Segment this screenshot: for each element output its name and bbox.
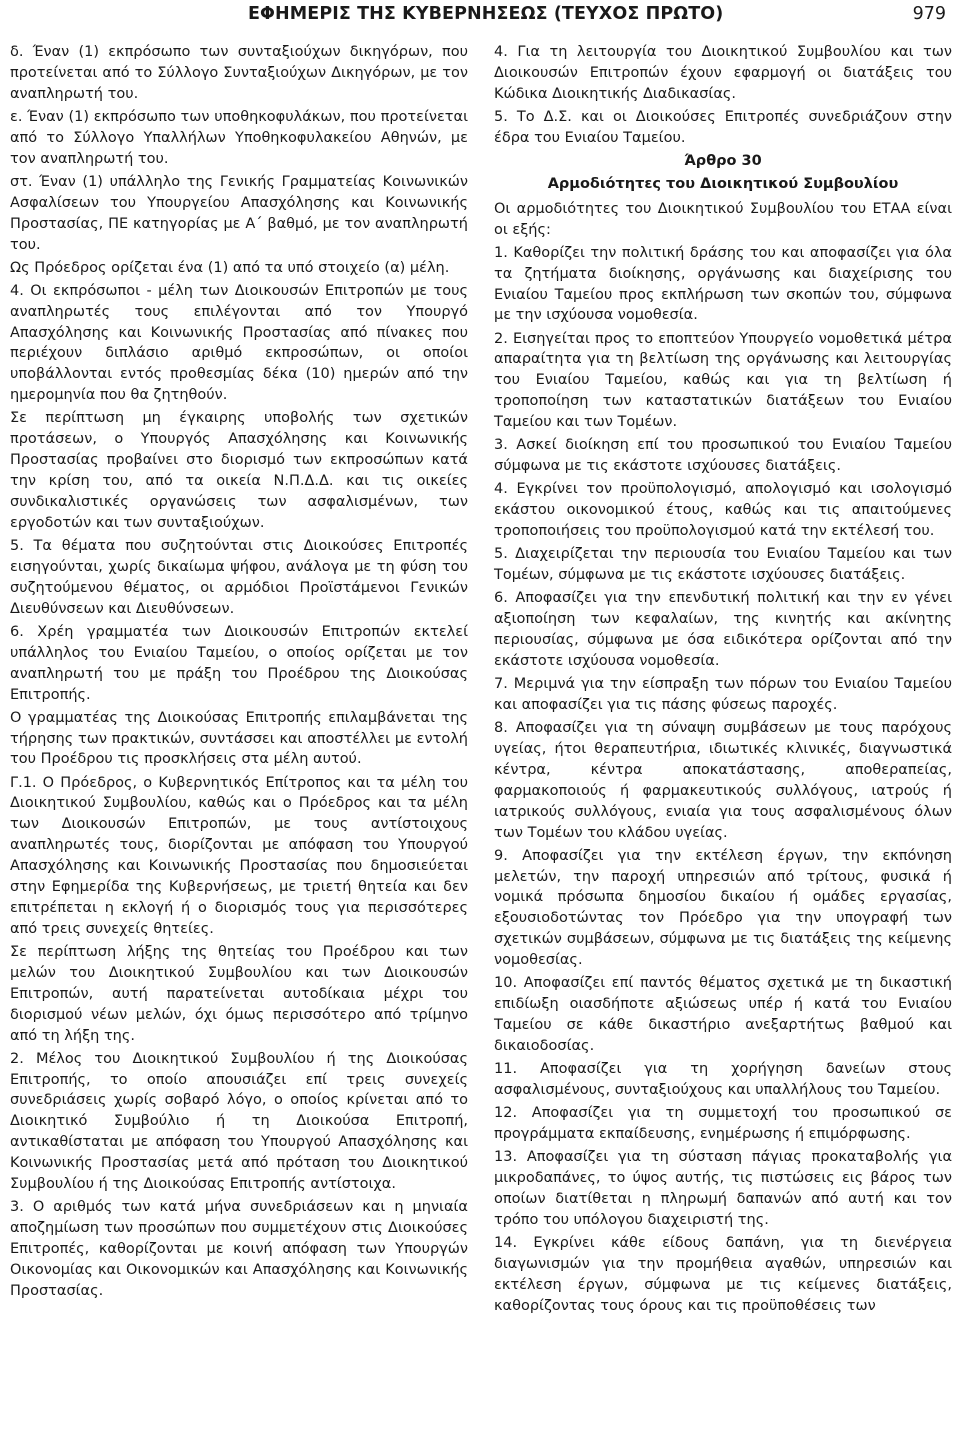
paragraph: 14. Εγκρίνει κάθε είδους δαπάνη, για τη διενέργεια διαγωνισμών για την προμήθεια αγαθών, υπηρεσιών και εκτέλεση έργων, σύμφωνα με τις κείμενες διατάξεις, καθορίζοντας τους όρους και τις προϋποθέσεις των xyxy=(494,1234,952,1314)
paragraph: 3. Ασκεί διοίκηση επί του προσωπικού του Ενιαίου Ταμείου σύμφωνα με τις εκάστοτε ισχύουσες διατάξεις. xyxy=(494,437,952,475)
paragraph: στ. Έναν (1) υπάλληλο της Γενικής Γραμματείας Κοινωνικών Ασφαλίσεων του Υπουργείου Απασχόλησης και Κοινωνικής Προστασίας, ΠΕ κατηγορίας με Α΄ βαθμό, με τον αναπληρωτή του. xyxy=(10,173,468,253)
paragraph: 4. Για τη λειτουργία του Διοικητικού Συμβουλίου και των Διοικουσών Επιτροπών έχουν εφαρμογή οι διατάξεις του Κώδικα Διοικητικής Διαδικασίας. xyxy=(494,44,952,102)
paragraph: ε. Έναν (1) εκπρόσωπο των υποθηκοφυλάκων, που προτείνεται από το Σύλλογο Υπαλλήλων Υποθηκοφυλακείου Αθηνών, με τον αναπληρωτή του. xyxy=(10,108,468,167)
paragraph: 13. Αποφασίζει για τη σύσταση πάγιας προκαταβολής για μικροδαπάνες, το ύψος αυτής, τις πιστώσεις εις βάρος των οποίων διατίθεται η πληρωμή δαπανών από αυτή και τον τρόπο του υπόλογου διαχειριστή της. xyxy=(494,1149,952,1228)
paragraph: 2. Εισηγείται προς το εποπτεύον Υπουργείο νομοθετικά μέτρα απαραίτητα για τη βελτίωση της οργάνωσης και λειτουργίας του Ενιαίου Ταμείου, καθώς και για τη βελτίωση ή τροποποίηση των καταστατικών διατάξεων του Ενιαίου Ταμείου και των Τομέων. xyxy=(494,330,952,431)
paragraph: Ο γραμματέας της Διοικούσας Επιτροπής επιλαμβάνεται της τήρησης των πρακτικών, συντάσσει και αποστέλλει με εντολή του Προέδρου τις προσκλήσεις στα μέλη αυτού. xyxy=(10,709,468,768)
paragraph: 1. Καθορίζει την πολιτική δράσης του και αποφασίζει για όλα τα ζητήματα διοίκησης, οργάνωσης και διαχείρισης του Ενιαίου Ταμείου προς εκπλήρωση των σκοπών του, σύμφωνα με την ισχύουσα νομοθεσία. xyxy=(494,244,952,324)
article-title: Αρμοδιότητες του Διοικητικού Συμβουλίου xyxy=(547,175,899,192)
paragraph: Σε περίπτωση μη έγκαιρης υποβολής των σχετικών προτάσεων, ο Υπουργός Απασχόλησης και Κοινωνικής Προστασίας προβαίνει στο διορισμό των εκπροσώπων κατά την κρίση του, από τα οικεία Ν.Π.Δ.Δ. και τις οικείες συνδικαλιστικές οργανώσεις των ασφαλισμένων, των εργοδοτών και των συνταξιούχων. xyxy=(10,410,468,531)
page-number: 979 xyxy=(912,4,946,24)
paragraph: 3. Ο αριθμός των κατά μήνα συνεδριάσεων και η μηνιαία αποζημίωση των προσώπων που συμμετέχουν στις Διοικούσες Επιτροπές, καθορίζονται με κοινή απόφαση των Υπουργών Οικονομίας και Οικονομικών και Απασχόλησης και Κοινωνικής Προστασίας. xyxy=(10,1199,468,1299)
left-column xyxy=(10,42,468,1304)
gazette-title: ΕΦΗΜΕΡΙΣ ΤΗΣ ΚΥΒΕΡΝΗΣΕΩΣ (ΤΕΥΧΟΣ ΠΡΩΤΟ) xyxy=(248,4,724,24)
paragraph: 6. Αποφασίζει για την επενδυτική πολιτική και την εν γένει αξιοποίηση των κεφαλαίων, της κινητής και ακίνητης περιουσίας, σύμφωνα με όσα ειδικότερα ορίζονται από την εκάστοτε ισχύουσα νομοθεσία. xyxy=(494,590,952,669)
paragraph: 4. Εγκρίνει τον προϋπολογισμό, απολογισμό και ισολογισμό εκάστου οικονομικού έτους, καθώς και τις απαιτούμενες τροποποιήσεις του προϋπολογισμού κατά την εκτέλεσή του. xyxy=(494,481,952,540)
paragraph: Οι αρμοδιότητες του Διοικητικού Συμβουλίου του ΕΤΑΑ είναι οι εξής: xyxy=(494,200,952,238)
paragraph: Γ.1. Ο Πρόεδρος, ο Κυβερνητικός Επίτροπος και τα μέλη του Διοικητικού Συμβουλίου, καθώς και ο Πρόεδρος και τα μέλη των Διοικουσών Επιτροπών, με τους αντίστοιχους αναπληρωτές τους, διορίζονται με απόφαση του Υπουργού Απασχόλησης και Κοινωνικής Προστασίας που δημοσιεύεται στην Εφημερίδα της Κυβερνήσεως, με τριετή θητεία και δεν επιτρέπεται η εκλογή ή ο διορισμός τους για περισσότερες από τρεις συνεχείς θητείες. xyxy=(10,774,468,937)
right-column xyxy=(494,42,952,1319)
paragraph: 2. Μέλος του Διοικητικού Συμβουλίου ή της Διοικούσας Επιτροπής, το οποίο απουσιάζει επί τρεις συνεχείς συνεδριάσεις χωρίς σοβαρό λόγο, ο οποίος κρίνεται από το Διοικητικό Συμβούλιο ή τη Διοικούσα Επιτροπή, αντικαθίσταται με απόφαση του Υπουργού Απασχόλησης και Κοινωνικής Προστασίας μετά από πρόταση του Διοικητικού Συμβουλίου ή της Διοικούσας Επιτροπής αντίστοιχα. xyxy=(10,1050,468,1193)
page-header xyxy=(10,0,950,30)
article-number: Άρθρο 30 xyxy=(684,152,762,169)
paragraph: 6. Χρέη γραμματέα των Διοικουσών Επιτροπών εκτελεί υπάλληλος του Ενιαίου Ταμείου, ο οποίος ορίζεται με τον αναπληρωτή του με πράξη του Προέδρου της Διοικούσας Επιτροπής. xyxy=(10,623,468,703)
paragraph: 11. Αποφασίζει για τη χορήγηση δανείων στους ασφαλισμένους, συνταξιούχους και υπαλλήλους του Ταμείου. xyxy=(494,1061,952,1098)
paragraph: δ. Έναν (1) εκπρόσωπο των συνταξιούχων δικηγόρων, που προτείνεται από το Σύλλογο Συνταξιούχων Δικηγόρων, με τον αναπληρωτή του. xyxy=(10,44,468,102)
paragraph: 5. Το Δ.Σ. και οι Διοικούσες Επιτροπές συνεδριάζουν στην έδρα του Ενιαίου Ταμείου. xyxy=(494,108,952,146)
paragraph: 9. Αποφασίζει για την εκτέλεση έργων, την εκπόνηση μελετών, την παροχή υπηρεσιών από τρίτους, φυσικά ή νομικά πρόσωπα δημοσίου δικαίου ή ομάδες εργασίας, εξουσιοδοτώντας τον Πρόεδρο για την υπογραφή των σχετικών συμβάσεων, σύμφωνα με τις διατάξεις της κείμενης νομοθεσίας. xyxy=(494,847,952,969)
paragraph: 4. Οι εκπρόσωποι - μέλη των Διοικουσών Επιτροπών με τους αναπληρωτές τους επιλέγονται από τον Υπουργό Απασχόλησης και Κοινωνικής Προστασίας από πίνακες που περιέχουν διπλάσιο αριθμό εκπροσώπων, οι οποίοι υποβάλλονται εντός προθεσμίας δέκα (10) ημερών από την ημερομηνία που θα ζητηθούν. xyxy=(10,282,468,404)
paragraph: Σε περίπτωση λήξης της θητείας του Προέδρου και των μελών του Διοικητικού Συμβουλίου και των Διοικουσών Επιτροπών, αυτή παρατείνεται αυτοδίκαια μέχρι του διορισμού νέων μελών, όχι όμως περισσότερο από τρίμηνο από τη λήξη της. xyxy=(10,943,468,1044)
paragraph: 8. Αποφασίζει για τη σύναψη συμβάσεων με τους παρόχους υγείας, ήτοι θεραπευτήρια, ιδιωτικές κλινικές, διαγνωστικά κέντρα, κέντρα αποκατάστασης, αποθεραπείας, φαρμακοποιούς ή φαρμακευτικούς συλλόγους, ιατρούς ή ιατρικούς συλλόγους, ενιαία για τους ασφαλισμένους όλων των Τομέων του κλάδου υγείας. xyxy=(494,719,952,841)
paragraph: 5. Διαχειρίζεται την περιουσία του Ενιαίου Ταμείου και των Τομέων, σύμφωνα με τις εκάστοτε ισχύουσες διατάξεις. xyxy=(494,546,952,584)
paragraph: 7. Μεριμνά για την είσπραξη των πόρων του Ενιαίου Ταμείου και αποφασίζει για τις πάσης φύσεως παροχές. xyxy=(494,675,952,713)
paragraph: 10. Αποφασίζει επί παντός θέματος σχετικά με τη δικαστική επιδίωξη οιασδήποτε αξιώσεως υπέρ ή κατά του Ενιαίου Ταμείου σε κάθε δικαστήριο ανεξαρτήτως βαθμού και δικαιοδοσίας. xyxy=(494,975,952,1054)
paragraph: Ως Πρόεδρος ορίζεται ένα (1) από τα υπό στοιχείο (α) μέλη. xyxy=(10,259,450,276)
paragraph: 5. Τα θέματα που συζητούνται στις Διοικούσες Επιτροπές εισηγούνται, χωρίς δικαίωμα ψήφου, ανάλογα με τη φύση του συζητούμενου θέματος, οι αρμόδιοι Προϊστάμενοι Γενικών Διευθύνσεων και Διευθύνσεων. xyxy=(10,537,468,617)
paragraph: 12. Αποφασίζει για τη συμμετοχή του προσωπικού σε προγράμματα εκπαίδευσης, ενημέρωσης ή επιμόρφωσης. xyxy=(494,1105,952,1142)
